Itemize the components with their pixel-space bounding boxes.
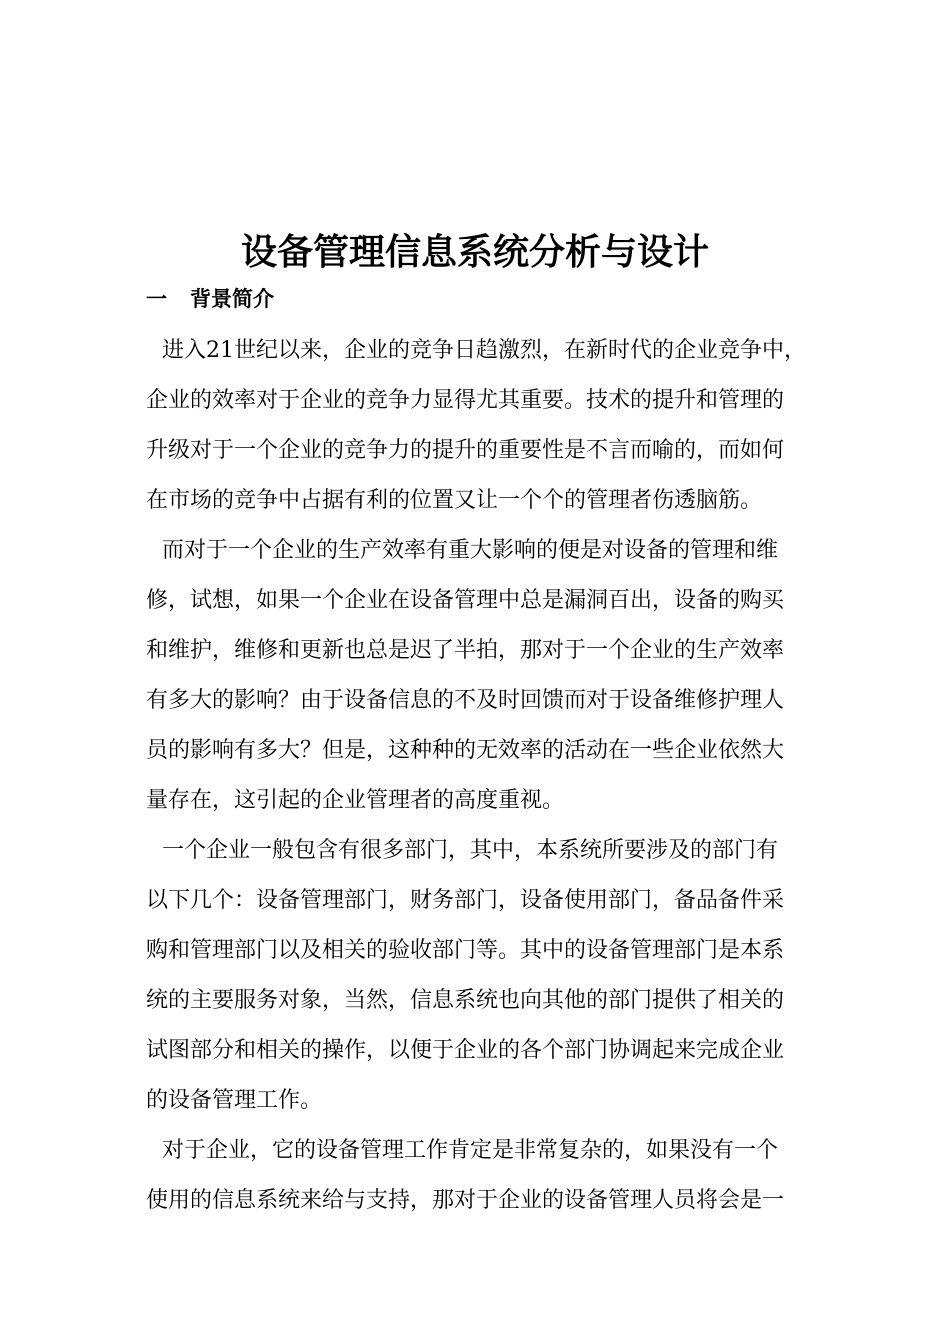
body-text xyxy=(146,333,810,1233)
text-line: 升级对于一个企业的竞争力的提升的重要性是不言而喻的，而如何 xyxy=(146,438,785,463)
text-line: 修，试想，如果一个企业在设备管理中总是漏洞百出，设备的购买 xyxy=(146,588,785,613)
text-line: 有多大的影响？由于设备信息的不及时回馈而对于设备维修护理人 xyxy=(146,688,785,713)
text-line: 一个企业一般包含有很多部门，其中，本系统所要涉及的部门有 xyxy=(162,838,779,863)
section-number: 一 xyxy=(146,286,167,311)
text-line: 量存在，这引起的企业管理者的高度重视。 xyxy=(146,788,565,813)
text-line: 使用的信息系统来给与支持，那对于企业的设备管理人员将会是一 xyxy=(146,1188,785,1213)
document-title: 设备管理信息系统分析与设计 xyxy=(240,231,709,273)
text-line: 和维护，维修和更新也总是迟了半拍，那对于一个企业的生产效率 xyxy=(146,638,785,663)
text-line: 试图部分和相关的操作，以便于企业的各个部门协调起来完成企业 xyxy=(146,1038,785,1063)
text-line: 统的主要服务对象，当然，信息系统也向其他的部门提供了相关的 xyxy=(146,988,785,1013)
text-line: 的设备管理工作。 xyxy=(146,1088,323,1113)
text-line: 进入21世纪以来，企业的竞争日趋激烈，在新时代的企业竞争中， xyxy=(162,338,806,363)
text-line: 购和管理部门以及相关的验收部门等。其中的设备管理部门是本系 xyxy=(146,938,785,963)
text-line: 而对于一个企业的生产效率有重大影响的便是对设备的管理和维 xyxy=(162,538,779,563)
text-line: 对于企业，它的设备管理工作肯定是非常复杂的，如果没有一个 xyxy=(162,1138,779,1163)
text-line: 在市场的竞争中占据有利的位置又让一个个的管理者伤透脑筋。 xyxy=(146,488,763,513)
section-heading xyxy=(146,282,274,316)
text-line: 员的影响有多大？但是，这种种的无效率的活动在一些企业依然大 xyxy=(146,738,785,763)
text-line: 企业的效率对于企业的竞争力显得尤其重要。技术的提升和管理的 xyxy=(146,388,785,413)
text-line: 以下几个：设备管理部门，财务部门，设备使用部门，备品备件采 xyxy=(146,888,785,913)
section-title: 背景简介 xyxy=(190,286,274,311)
